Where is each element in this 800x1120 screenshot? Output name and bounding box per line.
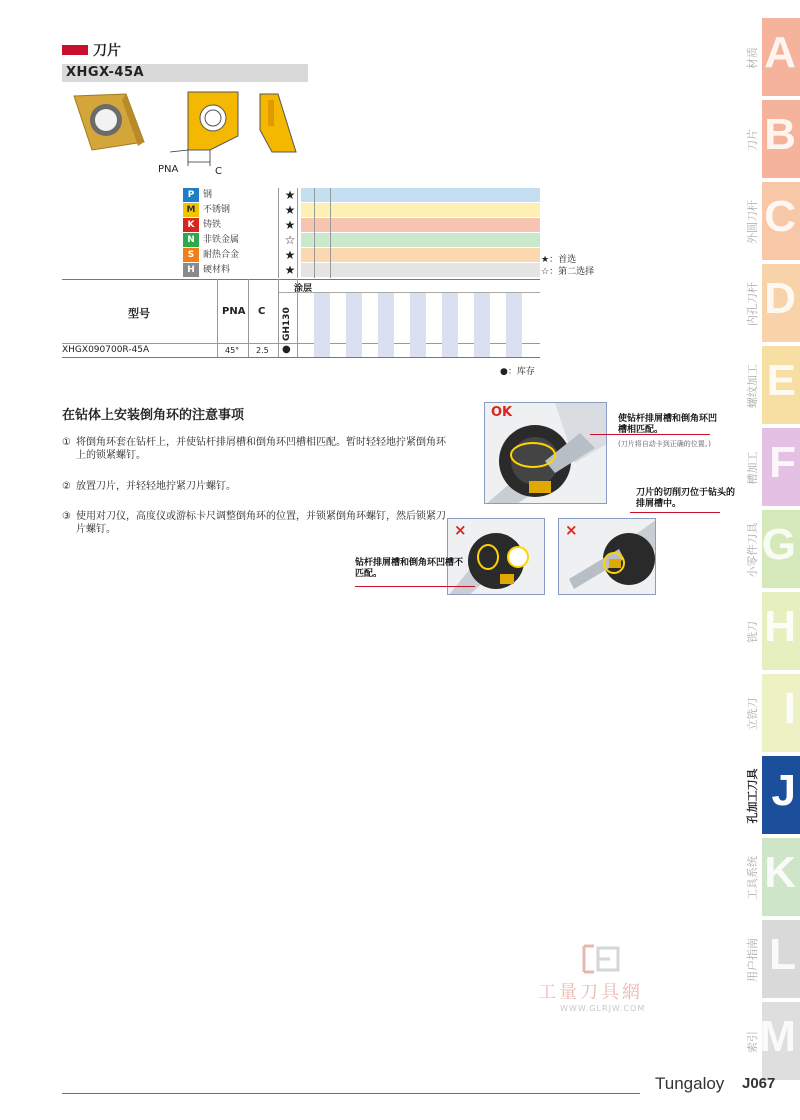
material-row-h bbox=[183, 263, 540, 278]
step-1 bbox=[62, 436, 446, 461]
tab-label: 工具系统 bbox=[746, 856, 759, 900]
material-name: 硬材料 bbox=[203, 265, 231, 275]
tab-label: 内孔刀杆 bbox=[746, 282, 759, 326]
divider bbox=[330, 188, 331, 278]
tab-label: 孔加工刀具 bbox=[746, 768, 759, 824]
insert-photo-image bbox=[68, 92, 148, 154]
material-row-n bbox=[183, 233, 540, 248]
tab-letter: B bbox=[764, 110, 796, 159]
step-number: ③ bbox=[62, 511, 71, 522]
divider bbox=[278, 188, 279, 278]
ok-photo bbox=[484, 402, 607, 504]
model-code: XHGX-45A bbox=[66, 65, 145, 80]
tab-letter: A bbox=[764, 28, 796, 77]
empty-grade-column bbox=[346, 293, 362, 357]
ng-callout-1: 钻杆排屑槽和倒角环凹槽不匹配。 bbox=[355, 558, 464, 579]
ng-mark: × bbox=[454, 521, 467, 539]
header-coating: 涂层 bbox=[294, 284, 313, 294]
table-top-rule bbox=[62, 279, 540, 280]
footer-rule bbox=[62, 1093, 640, 1094]
divider bbox=[297, 188, 298, 278]
tab-label: 螺纹加工 bbox=[746, 364, 759, 408]
ok-note: (刀片将自动卡到正确的位置。) bbox=[618, 440, 711, 448]
empty-grade-column bbox=[410, 293, 426, 357]
material-row-m bbox=[183, 203, 540, 218]
tab-label: 槽加工 bbox=[746, 451, 759, 485]
ok-label: OK bbox=[491, 405, 513, 420]
material-code: N bbox=[183, 233, 199, 247]
side-tab-g[interactable] bbox=[762, 510, 800, 588]
tab-letter: D bbox=[764, 274, 796, 323]
step-text: 放置刀片，并轻轻地拧紧刀片螺钉。 bbox=[76, 481, 236, 492]
col-divider bbox=[217, 279, 218, 357]
row-model: XHGX090700R-45A bbox=[62, 345, 150, 355]
side-tab-b[interactable] bbox=[762, 100, 800, 178]
watermark-text: 工量刀具網 bbox=[538, 982, 643, 1003]
header-pna: PNA bbox=[222, 306, 246, 317]
material-name: 不锈钢 bbox=[203, 205, 231, 215]
ng-photo-2 bbox=[558, 518, 656, 595]
side-tab-f[interactable] bbox=[762, 428, 800, 506]
side-tab-j[interactable] bbox=[762, 756, 800, 834]
tab-label: 用户指南 bbox=[746, 938, 759, 982]
material-row-k bbox=[183, 218, 540, 233]
rating-mark: ★ bbox=[279, 248, 301, 262]
callout-leader bbox=[355, 586, 475, 587]
material-code: H bbox=[183, 263, 199, 277]
material-code: S bbox=[183, 248, 199, 262]
empty-grade-column bbox=[506, 293, 522, 357]
step-number: ① bbox=[62, 437, 71, 448]
legend-second: ☆：第二选择 bbox=[541, 267, 595, 277]
material-band bbox=[301, 263, 540, 277]
rating-mark: ★ bbox=[279, 188, 301, 202]
material-name: 铸铁 bbox=[203, 220, 222, 230]
step-text: 使用对刀仪，高度仪或游标卡尺调整倒角环的位置，并锁紧倒角环螺钉，然后锁紧刀片螺钉。 bbox=[76, 511, 446, 535]
step-text: 将倒角环套在钻杆上，并使钻杆排屑槽和倒角环凹槽相匹配。暂时轻轻地拧紧倒角环上的锁紧螺钉。 bbox=[76, 437, 446, 461]
tab-letter: G bbox=[761, 520, 796, 569]
material-code: P bbox=[183, 188, 199, 202]
tab-label: 材质 bbox=[746, 47, 759, 69]
step-2 bbox=[62, 480, 236, 493]
tab-letter: M bbox=[759, 1012, 796, 1061]
tab-letter: I bbox=[783, 684, 796, 733]
table-bottom-rule bbox=[62, 357, 540, 358]
tab-label: 铣刀 bbox=[746, 621, 759, 643]
legend-stock: ●：库存 bbox=[500, 367, 535, 377]
material-code: M bbox=[183, 203, 199, 217]
col-divider bbox=[248, 279, 249, 357]
ng-photo-1 bbox=[447, 518, 545, 595]
material-band bbox=[301, 248, 540, 262]
watermark-url: WWW.GLRJW.COM bbox=[560, 1004, 646, 1013]
rating-mark: ☆ bbox=[279, 233, 301, 247]
material-name: 非铁金属 bbox=[203, 235, 240, 245]
material-band bbox=[301, 203, 540, 217]
side-tab-k[interactable] bbox=[762, 838, 800, 916]
tab-letter: K bbox=[764, 848, 796, 897]
pna-label: PNA bbox=[158, 164, 179, 175]
tab-label: 索引 bbox=[746, 1031, 759, 1053]
tab-label: 小零件刀具 bbox=[746, 522, 759, 578]
ng-mark: × bbox=[565, 521, 578, 539]
empty-grade-column bbox=[314, 293, 330, 357]
material-row-p bbox=[183, 188, 540, 203]
rating-mark: ★ bbox=[279, 218, 301, 232]
row-stock-mark: ● bbox=[282, 344, 291, 355]
brand-name: Tungaloy bbox=[655, 1074, 725, 1093]
side-tab-e[interactable] bbox=[762, 346, 800, 424]
tab-label: 立铣刀 bbox=[746, 697, 759, 731]
material-band bbox=[301, 218, 540, 232]
side-tab-h[interactable] bbox=[762, 592, 800, 670]
tab-letter: L bbox=[769, 930, 796, 979]
side-tab-a[interactable] bbox=[762, 18, 800, 96]
material-band bbox=[301, 188, 540, 202]
col-divider bbox=[278, 279, 279, 357]
side-tab-c[interactable] bbox=[762, 182, 800, 260]
rating-mark: ★ bbox=[279, 203, 301, 217]
material-band bbox=[301, 233, 540, 247]
empty-grade-column bbox=[442, 293, 458, 357]
table-header-rule bbox=[62, 343, 540, 344]
c-label: C bbox=[215, 166, 222, 177]
tab-letter: J bbox=[771, 766, 796, 815]
row-c: 2.5 bbox=[256, 346, 269, 355]
ok-callout: 使钻杆排屑槽和倒角环凹槽相匹配。 bbox=[618, 414, 718, 435]
step-3 bbox=[62, 510, 446, 535]
tab-label: 刀片 bbox=[746, 129, 759, 151]
page-number: J067 bbox=[742, 1075, 776, 1092]
empty-grade-column bbox=[378, 293, 394, 357]
side-tab-l[interactable] bbox=[762, 920, 800, 998]
tab-letter: H bbox=[764, 602, 796, 651]
tab-letter: E bbox=[766, 356, 796, 405]
tab-letter: F bbox=[769, 438, 796, 487]
tab-letter: C bbox=[764, 192, 796, 241]
material-name: 耐热合金 bbox=[203, 250, 240, 260]
empty-grade-column bbox=[474, 293, 490, 357]
material-code: K bbox=[183, 218, 199, 232]
section-marker bbox=[62, 45, 88, 55]
ng-callout-2: 刀片的切削刃位于钻头的排屑槽中。 bbox=[636, 488, 736, 509]
notes-title: 在钻体上安装倒角环的注意事项 bbox=[62, 408, 245, 423]
legend-first: ★：首选 bbox=[541, 255, 577, 265]
watermark-logo-icon bbox=[580, 944, 622, 974]
header-c: C bbox=[258, 306, 266, 317]
tab-label: 外圆刀杆 bbox=[746, 200, 759, 244]
grade-label: GH130 bbox=[282, 307, 292, 341]
row-pna: 45° bbox=[225, 346, 240, 355]
material-name: 钢 bbox=[203, 190, 213, 200]
model-band bbox=[62, 64, 308, 82]
side-tab-i[interactable] bbox=[762, 674, 800, 752]
callout-leader bbox=[630, 512, 720, 513]
insert-sideview-drawing bbox=[256, 90, 300, 160]
rating-mark: ★ bbox=[279, 263, 301, 277]
material-table bbox=[183, 188, 540, 278]
material-row-s bbox=[183, 248, 540, 263]
side-tab-d[interactable] bbox=[762, 264, 800, 342]
section-title: 刀片 bbox=[93, 43, 121, 59]
divider bbox=[314, 188, 315, 278]
step-number: ② bbox=[62, 481, 71, 492]
header-model: 型号 bbox=[128, 307, 150, 320]
side-tab-m[interactable] bbox=[759, 1002, 800, 1080]
